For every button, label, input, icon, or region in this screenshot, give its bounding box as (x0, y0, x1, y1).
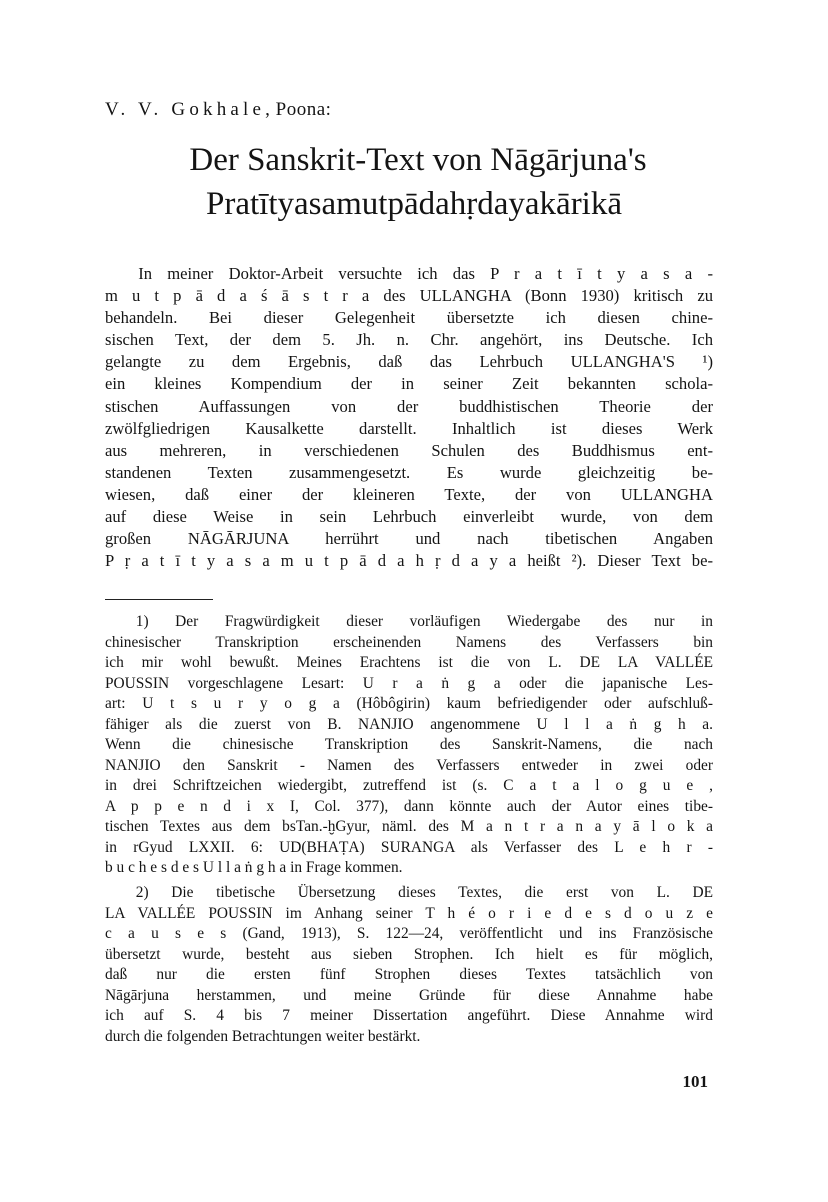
body-line: P ṛ a t ī t y a s a m u t p ā d a h ṛ d a y a heißt ²). Dieser Text be- (105, 551, 713, 571)
footnote-line: c a u s e s (Gand, 1913), S. 122—24, veröffentlicht und ins Französische (105, 925, 713, 942)
footnote-separator (105, 599, 213, 600)
footnote-line: ich auf S. 4 bis 7 meiner Dissertation angeführt. Diese Annahme wird (105, 1007, 713, 1024)
footnote-line: chinesischer Transkription erscheinenden Namens des Verfassers bin (105, 633, 713, 651)
footnote-line: tischen Textes aus dem bsTan.-ḫGyur, näml. des M a n t r a n a y ā l o k a (105, 818, 713, 835)
body-line: standenen Texten zusammengesetzt. Es wurde gleichzeitig be- (105, 462, 713, 482)
body-line: auf diese Weise in sein Lehrbuch einverleibt wurde, von dem (105, 507, 713, 527)
body-line: sischen Text, der dem 5. Jh. n. Chr. angehört, ins Deutsche. Ich (105, 330, 713, 350)
page-number: 101 (682, 1072, 708, 1091)
footnote-line: art: U t s u r y o g a (Hôbôgirin) kaum befriedigender oder aufschluß- (105, 695, 713, 712)
footnote-line: 2) Die tibetische Übersetzung dieses Textes, die erst von L. DE (105, 884, 713, 901)
author-line (105, 99, 331, 121)
footnote-line: NANJIO den Sanskrit - Namen des Verfassers entweder in zwei oder (105, 756, 713, 774)
body-line: großen NĀGĀRJUNA herrührt und nach tibetischen Angaben (105, 529, 713, 549)
article-title-line-1: Der Sanskrit-Text von Nāgārjuna's (189, 142, 647, 178)
footnote-line: in rGyud LXXII. 6: UD(BHAṬA) SURANGA als Verfasser des L e h r - (105, 838, 713, 856)
footnote-line: in drei Schriftzeichen wiedergibt, zutreffend ist (s. C a t a l o g u e , (105, 777, 713, 794)
footnote-line: b u c h e s d e s U l l a ṅ g h a in Frage kommen. (105, 859, 403, 876)
footnote-line: 1) Der Fragwürdigkeit dieser vorläufigen Wiedergabe des nur in (105, 613, 713, 630)
body-line: ein kleines Kompendium der in seiner Zeit bekannten schola- (105, 374, 713, 394)
footnote-2 (105, 883, 713, 1047)
body-paragraph (105, 263, 713, 572)
body-line: aus mehreren, in verschiedenen Schulen des Buddhismus ent- (105, 440, 713, 460)
author-location: , Poona: (265, 99, 332, 120)
footnote-line: A p p e n d i x I, Col. 377), dann könnte auch der Autor eines tibe- (105, 797, 713, 815)
footnote-1 (105, 612, 713, 879)
footnote-line: durch die folgenden Betrachtungen weiter bestärkt. (105, 1027, 421, 1045)
body-line: wiesen, daß einer der kleineren Texte, der von ULLANGHA (105, 484, 713, 504)
body-line: behandeln. Bei dieser Gelegenheit übersetzte ich diesen chine- (105, 308, 713, 328)
footnote-line: fähiger als die zuerst von B. NANJIO angenommene U l l a ṅ g h a. (105, 715, 713, 733)
body-line: gelangte zu dem Ergebnis, daß das Lehrbuch ULLANGHA'S ¹) (105, 352, 713, 372)
footnote-line: Wenn die chinesische Transkription des Sanskrit-Namens, die nach (105, 736, 713, 753)
body-line: zwölfgliedrigen Kausalkette darstellt. Inhaltlich ist dieses Werk (105, 418, 713, 438)
footnote-line: POUSSIN vorgeschlagene Lesart: U r a ṅ g a oder die japanische Les- (105, 674, 713, 692)
footnote-line: Nāgārjuna herstammen, und meine Gründe für diese Annahme habe (105, 986, 713, 1004)
author-name: V. V. Gokhale (105, 99, 266, 120)
article-title-line-2: Pratītyasamutpādahṛdayakārikā (206, 186, 622, 222)
body-line: In meiner Doktor-Arbeit versuchte ich das P r a t ī t y a s a - (105, 264, 713, 283)
footnote-line: ich mir wohl bewußt. Meines Erachtens ist die von L. DE LA VALLÉE (105, 654, 713, 671)
body-line: m u t p ā d a ś ā s t r a des ULLANGHA (Bonn 1930) kritisch zu (105, 286, 713, 306)
footnote-line: LA VALLÉE POUSSIN im Anhang seiner T h é o r i e d e s d o u z e (105, 904, 713, 922)
body-line: stischen Auffassungen von der buddhistischen Theorie der (105, 396, 713, 416)
footnote-line: daß nur die ersten fünf Strophen dieses Textes tatsächlich von (105, 966, 713, 983)
footnote-line: übersetzt wurde, besteht aus sieben Strophen. Ich hielt es für möglich, (105, 945, 713, 963)
